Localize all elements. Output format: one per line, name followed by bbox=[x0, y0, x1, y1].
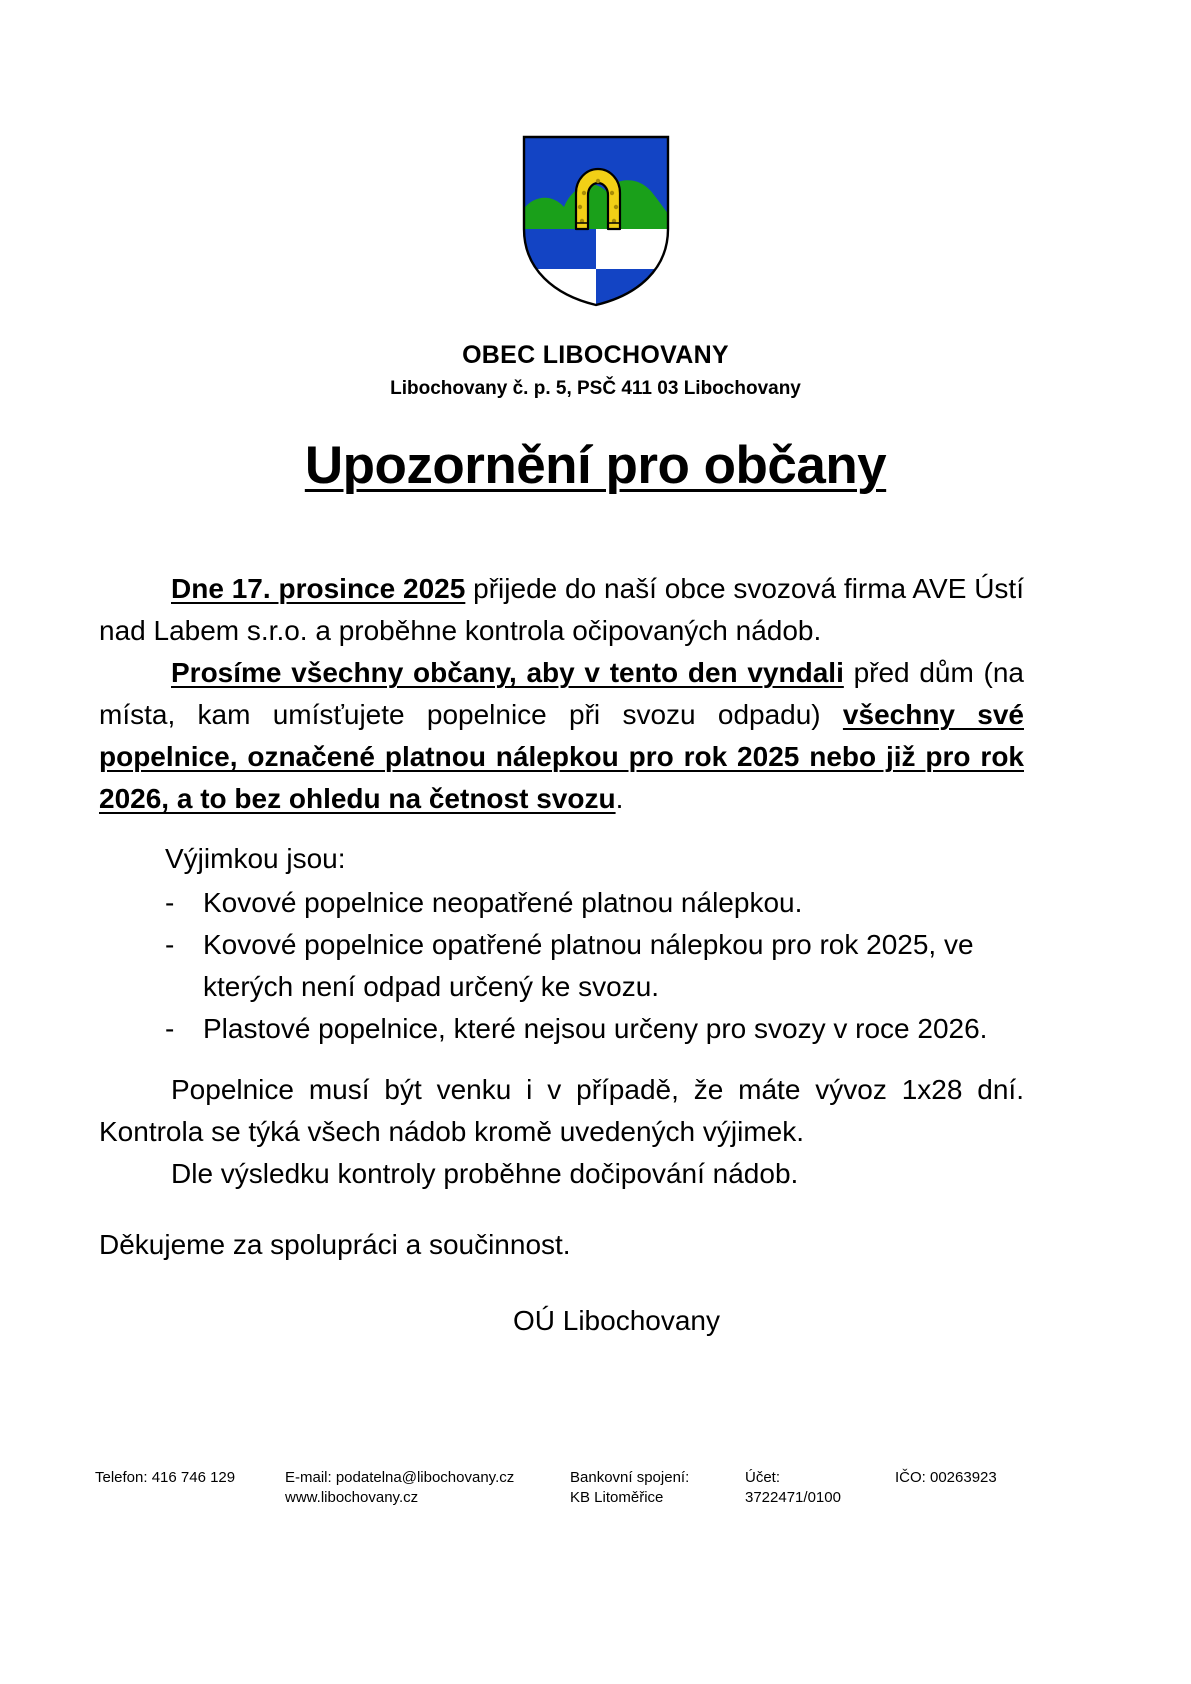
bin-placement-text: Popelnice musí být venku i v případě, že máte vývoz 1x28 dní. Kontrola se týká všech nádob kromě uvedených výjimek. bbox=[99, 1074, 1024, 1147]
footer-bank bbox=[570, 1468, 745, 1509]
request-emphasis-lead: Prosíme všechny občany, aby v tento den vyndali bbox=[171, 657, 844, 688]
announcement-date: Dne 17. prosince 2025 bbox=[171, 573, 466, 604]
exceptions-section bbox=[165, 838, 1025, 1050]
list-item bbox=[165, 882, 1025, 924]
page-title bbox=[100, 435, 1091, 496]
paragraph-bin-placement bbox=[99, 1069, 1024, 1153]
coat-of-arms-container bbox=[0, 133, 1191, 309]
rechipping-text: Dle výsledku kontroly proběhne dočipování nádob. bbox=[171, 1158, 799, 1189]
announcement-text: přijede do naší obce svozová firma AVE Ústí nad Labem s.r.o. a proběhne kontrola očipovaných nádob. bbox=[99, 573, 1024, 646]
organization-name: OBEC LIBOCHOVANY bbox=[462, 341, 729, 369]
notice-body bbox=[99, 568, 1024, 820]
organization-address: Libochovany č. p. 5, PSČ 411 03 Libochovany bbox=[390, 378, 801, 400]
exceptions-list bbox=[165, 882, 1025, 1050]
footer-phone bbox=[95, 1468, 285, 1488]
closing-section bbox=[99, 1069, 1024, 1195]
dash-bullet-icon: - bbox=[165, 929, 175, 960]
paragraph-rechipping bbox=[99, 1153, 1024, 1195]
list-item bbox=[165, 924, 1025, 1008]
page-title-text: Upozornění pro občany bbox=[304, 436, 887, 495]
document-header bbox=[100, 340, 1091, 402]
request-text-middle: před dům (na místa, kam umísťujete popelnice při svozu odpadu) bbox=[99, 657, 1024, 730]
exceptions-lead: Výjimkou jsou: bbox=[165, 843, 346, 874]
footer-bank-name: KB Litoměřice bbox=[570, 1489, 664, 1507]
thanks-text: Děkujeme za spolupráci a součinnost. bbox=[99, 1229, 571, 1260]
footer-ico-label: IČO: 00263923 bbox=[895, 1469, 997, 1486]
request-text-end: . bbox=[615, 783, 624, 814]
list-item-label: Plastové popelnice, které nejsou určeny pro svozy v roce 2026. bbox=[203, 1013, 988, 1044]
dash-bullet-icon: - bbox=[165, 887, 175, 918]
footer-contact bbox=[285, 1468, 570, 1509]
footer-account-number: 3722471/0100 bbox=[745, 1489, 841, 1507]
list-item-label: Kovové popelnice opatřené platnou nálepkou pro rok 2025, ve kterých není odpad určený ke svozu. bbox=[203, 929, 974, 1002]
document-footer bbox=[95, 1468, 1105, 1509]
coat-of-arms-icon bbox=[520, 133, 672, 309]
footer-website[interactable]: www.libochovany.cz bbox=[285, 1489, 419, 1507]
footer-account bbox=[745, 1468, 895, 1509]
dash-bullet-icon: - bbox=[165, 1013, 175, 1044]
footer-bank-label: Bankovní spojení: bbox=[570, 1469, 690, 1486]
list-item bbox=[165, 1008, 1025, 1050]
list-item-label: Kovové popelnice neopatřené platnou nálepkou. bbox=[203, 887, 803, 918]
paragraph-request bbox=[99, 652, 1024, 820]
signature-text: OÚ Libochovany bbox=[512, 1305, 720, 1336]
footer-phone-label: Telefon: 416 746 129 bbox=[95, 1469, 236, 1486]
paragraph-announcement bbox=[99, 568, 1024, 652]
request-emphasis-tail: všechny své popelnice, označené platnou nálepkou pro rok 2025 nebo již pro rok 2026, a to bez ohledu na četnost svozu bbox=[99, 699, 1024, 814]
footer-ico bbox=[895, 1468, 1085, 1488]
footer-account-label: Účet: bbox=[745, 1469, 781, 1486]
footer-email[interactable]: E-mail: podatelna@libochovany.cz bbox=[285, 1469, 515, 1486]
